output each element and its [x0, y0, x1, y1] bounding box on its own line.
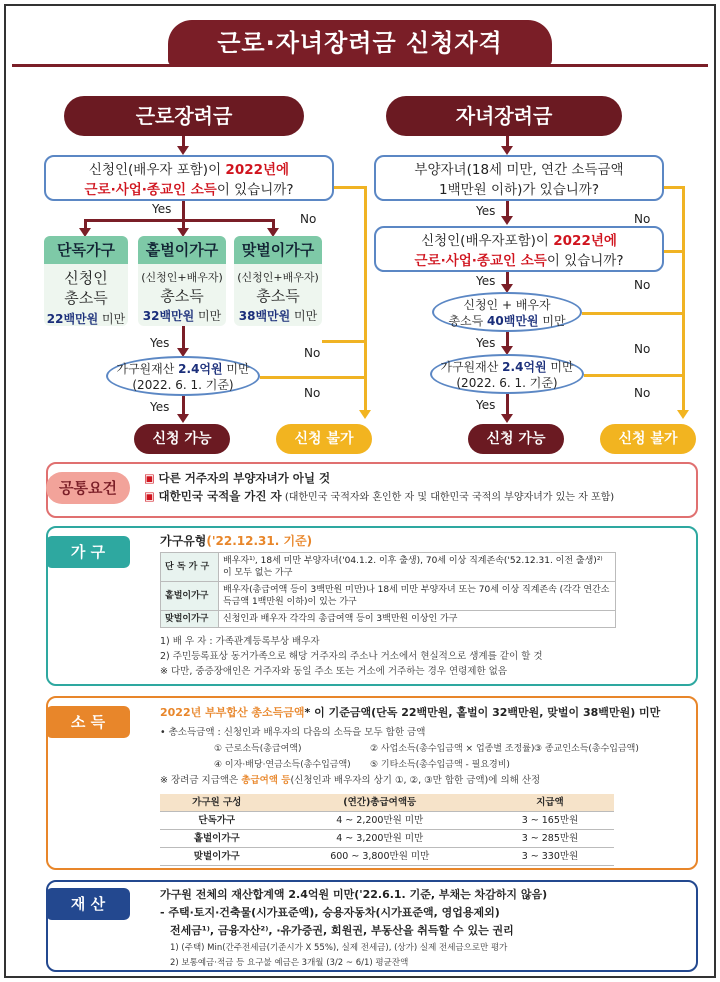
arrow-icon: [501, 146, 513, 155]
asset-amount: 2.4억원: [502, 360, 547, 374]
q-text-red: 2022년에: [553, 233, 617, 249]
no-line: [664, 250, 684, 253]
arrow-icon: [359, 410, 371, 419]
bullet-icon: ▣: [144, 471, 155, 485]
household-unit: 미만: [194, 309, 222, 323]
table-cell: 단독가구: [160, 812, 274, 830]
common-item-bold: 대한민국 국적을 가진 자: [158, 489, 282, 503]
household-dual-earner: [234, 236, 322, 326]
asset-text: 가구원재산: [116, 362, 179, 376]
note-line: 2) 주민등록표상 동거가족으로 해당 거주자의 주소나 거소에서 현실적으로 생계를 같이 할 것: [160, 651, 543, 662]
household-unit: 미만: [290, 309, 318, 323]
table-header: [160, 794, 614, 812]
table-cell: 배우자(총급여액 등이 3백만원 미만)나 18세 미만 부양자녀 또는 70세 이상 직계존속 (각각 연간소득금액 1백만원 이하)이 있는 가구: [219, 582, 616, 611]
table-cell: 3 ~ 165만원: [486, 812, 614, 830]
table-row: [161, 611, 616, 628]
household-title: [160, 532, 312, 549]
income-text: 총소득: [448, 314, 488, 328]
q-text: 이 있습니까?: [216, 182, 294, 198]
arrow-icon: [501, 414, 513, 423]
income-item: ④ 이자·배당·연금소득(총수입금액): [214, 760, 351, 770]
household-amount: 38백만원: [238, 309, 291, 323]
table-row: [160, 830, 614, 848]
table-cell: 600 ~ 3,800만원 미만: [274, 848, 486, 866]
no-label: No: [634, 386, 651, 400]
property-title: 가구원 전체의 재산합계액 2.4억원 미만('22.6.1. 기준, 부채는 차감하지 않음): [160, 888, 548, 901]
yes-label: Yes: [476, 204, 496, 218]
no-label: No: [304, 386, 321, 400]
household-line: (신청인+배우자): [141, 271, 223, 284]
payment-table: [160, 794, 614, 866]
q-text-red: 근로·사업·종교인 소득: [84, 182, 217, 198]
yes-label: Yes: [152, 202, 172, 216]
left-asset-check: [106, 356, 260, 396]
table-row: [161, 582, 616, 611]
title-underline: [12, 64, 708, 67]
property-line: - 주택·토지·건축물(시가표준액), 승용자동차(시가표준액, 영업용제외): [160, 906, 500, 919]
arrow-icon: [501, 216, 513, 225]
q-text: 신청인(배우자 포함)이: [88, 162, 226, 178]
income-item: ① 근로소득(총급여액): [214, 744, 302, 754]
arrow-icon: [177, 146, 189, 155]
yes-label: Yes: [476, 274, 496, 288]
no-line: [682, 186, 685, 412]
flow-line: [182, 201, 185, 221]
no-label: No: [634, 212, 651, 226]
table-cell: 홑벌이가구: [161, 582, 219, 611]
no-line: [584, 374, 684, 377]
q-text-red: 2022년에: [225, 162, 290, 178]
note-line: 1) 배 우 자 : 가족관계등록부상 배우자: [160, 636, 320, 647]
income-amount: 40백만원: [487, 314, 539, 328]
household-head: 맞벌이가구: [234, 236, 322, 264]
right-income-check: [432, 292, 582, 332]
table-header-cell: 지급액: [486, 794, 614, 812]
no-line: [334, 186, 366, 189]
page-title: 근로·자녀장려금 신청자격: [168, 20, 552, 66]
property-tag: 재 산: [46, 888, 130, 920]
income-desc: • 총소득금액 : 신청인과 배우자의 다음의 소득을 모두 합한 금액: [160, 727, 426, 738]
right-eligible-badge: 신청 가능: [468, 424, 564, 454]
table-row: [160, 848, 614, 866]
asset-text: 가구원재산: [440, 360, 503, 374]
no-label: No: [304, 346, 321, 360]
household-amount: 32백만원: [142, 309, 195, 323]
household-line: (신청인+배우자): [237, 271, 319, 284]
flow-line: [84, 219, 274, 222]
table-cell: 배우자¹⁾, 18세 미만 부양자녀('04.1.2. 이후 출생), 70세 이상 직계존속('52.12.31. 이전 출생)²⁾이 모두 없는 가구: [219, 553, 616, 582]
left-question-income: [44, 155, 334, 201]
household-line: 총소득: [256, 287, 300, 305]
table-cell: 4 ~ 3,200만원 미만: [274, 830, 486, 848]
no-line: [322, 340, 364, 343]
note-line: ※ 다만, 중증장애인은 거주자와 동일 주소 또는 거소에 거주하는 경우 연령제한 없음: [160, 666, 508, 677]
right-header: 자녀장려금: [386, 96, 622, 136]
household-single: [44, 236, 128, 326]
left-eligible-badge: 신청 가능: [134, 424, 230, 454]
property-note: 2) 보통예금·적금 등 요구불 예금은 3개월 (3/2 ~ 6/1) 평균잔액: [170, 958, 409, 968]
left-ineligible-badge: 신청 불가: [276, 424, 372, 454]
common-item-bold: 다른 거주자의 부양자녀가 아닐 것: [158, 471, 331, 485]
household-notes: [160, 634, 543, 679]
property-note: 1) (주택) Min(간주전세금(기준시가 X 55%), 실제 전세금), (상가) 실제 전세금으로만 평가: [170, 943, 508, 953]
common-tag: 공통요건: [46, 472, 130, 504]
table-header-cell: (연간)총급여액등: [274, 794, 486, 812]
yes-label: Yes: [150, 400, 170, 414]
household-amount: 22백만원: [46, 312, 99, 326]
table-cell: 3 ~ 330만원: [486, 848, 614, 866]
income-title-a: 2022년 부부합산 총소득금액: [160, 706, 305, 719]
arrow-icon: [677, 410, 689, 419]
yes-label: Yes: [476, 398, 496, 412]
q-text: 신청인(배우자포함)이: [421, 233, 554, 249]
property-line: 전세금¹⁾, 금융자산²⁾, ·유가증권, 회원권, 부동산을 취득할 수 있는 권리: [170, 924, 514, 937]
table-cell: 맞벌이가구: [161, 611, 219, 628]
table-header-cell: 가구원 구성: [160, 794, 274, 812]
right-asset-check: [430, 354, 584, 394]
asset-date: (2022. 6. 1. 기준): [132, 378, 234, 392]
household-title-text: 가구유형: [160, 534, 207, 548]
q-text-red: 근로·사업·종교인 소득: [414, 253, 547, 269]
income-tag: 소 득: [46, 706, 130, 738]
no-label: No: [634, 342, 651, 356]
no-line: [664, 186, 684, 189]
household-line: 총소득: [160, 287, 204, 305]
common-list: [144, 469, 614, 507]
household-head: 단독가구: [44, 236, 128, 264]
no-label: No: [300, 212, 317, 226]
no-label: No: [634, 278, 651, 292]
table-row: [161, 553, 616, 582]
table-cell: 단 독 가 구: [161, 553, 219, 582]
common-item: [144, 469, 614, 487]
household-table: [160, 552, 616, 628]
yes-label: Yes: [476, 336, 496, 350]
income-note: [160, 774, 540, 788]
q-text: 1백만원 이하)가 있습니까?: [438, 182, 599, 198]
income-item: ③ 종교인소득(총수입금액): [534, 744, 639, 754]
note-text: ※ 장려금 지급액은: [160, 775, 242, 786]
income-item: ② 사업소득(총수입금액 × 업종별 조정률): [370, 744, 535, 754]
note-highlight: 총급여액 등: [241, 775, 291, 786]
note-text: (신청인과 배우자의 상기 ①, ②, ③만 합한 금액)에 의해 산정: [290, 775, 541, 786]
asset-text: 미만: [222, 362, 250, 376]
no-line: [582, 312, 684, 315]
no-line: [364, 186, 367, 412]
left-header: 근로장려금: [64, 96, 304, 136]
household-line: 신청인: [64, 269, 108, 287]
household-line: 총소득: [64, 289, 108, 307]
right-question-income: [374, 226, 664, 272]
right-ineligible-badge: 신청 불가: [600, 424, 696, 454]
common-item: [144, 487, 614, 507]
table-cell: 4 ~ 2,200만원 미만: [274, 812, 486, 830]
common-item-rest: (대한민국 국적자와 혼인한 자 및 대한민국 국적의 부양자녀가 있는 자 포함): [281, 492, 615, 503]
household-head: 홑벌이가구: [138, 236, 226, 264]
bullet-icon: ▣: [144, 489, 155, 503]
household-date: ('22.12.31. 기준): [206, 534, 313, 548]
right-question-child: [374, 155, 664, 201]
asset-amount: 2.4억원: [178, 362, 223, 376]
q-text: 부양자녀(18세 미만, 연간 소득금액: [414, 162, 624, 178]
yes-label: Yes: [150, 336, 170, 350]
table-cell: 맞벌이가구: [160, 848, 274, 866]
table-row: [160, 812, 614, 830]
household-single-earner: [138, 236, 226, 326]
income-title: [160, 704, 690, 720]
table-cell: 3 ~ 285만원: [486, 830, 614, 848]
income-text: 미만: [538, 314, 566, 328]
income-title-c: (단독 22백만원, 홑벌이 32백만원, 맞벌이 38백만원) 미만: [371, 706, 661, 719]
asset-date: (2022. 6. 1. 기준): [456, 376, 558, 390]
income-text: 신청인 + 배우자: [463, 298, 551, 312]
q-text: 이 있습니까?: [546, 253, 624, 269]
household-unit: 미만: [98, 312, 126, 326]
asset-text: 미만: [546, 360, 574, 374]
arrow-icon: [177, 414, 189, 423]
household-tag: 가 구: [46, 536, 130, 568]
table-cell: 신청인과 배우자 각각의 총급여액 등이 3백만원 이상인 가구: [219, 611, 616, 628]
no-line: [260, 376, 364, 379]
income-title-b: * 이 기준금액: [304, 706, 372, 719]
table-cell: 홑벌이가구: [160, 830, 274, 848]
flow-line: [182, 219, 185, 231]
income-item: ⑤ 기타소득(총수입금액 - 필요경비): [370, 760, 510, 770]
